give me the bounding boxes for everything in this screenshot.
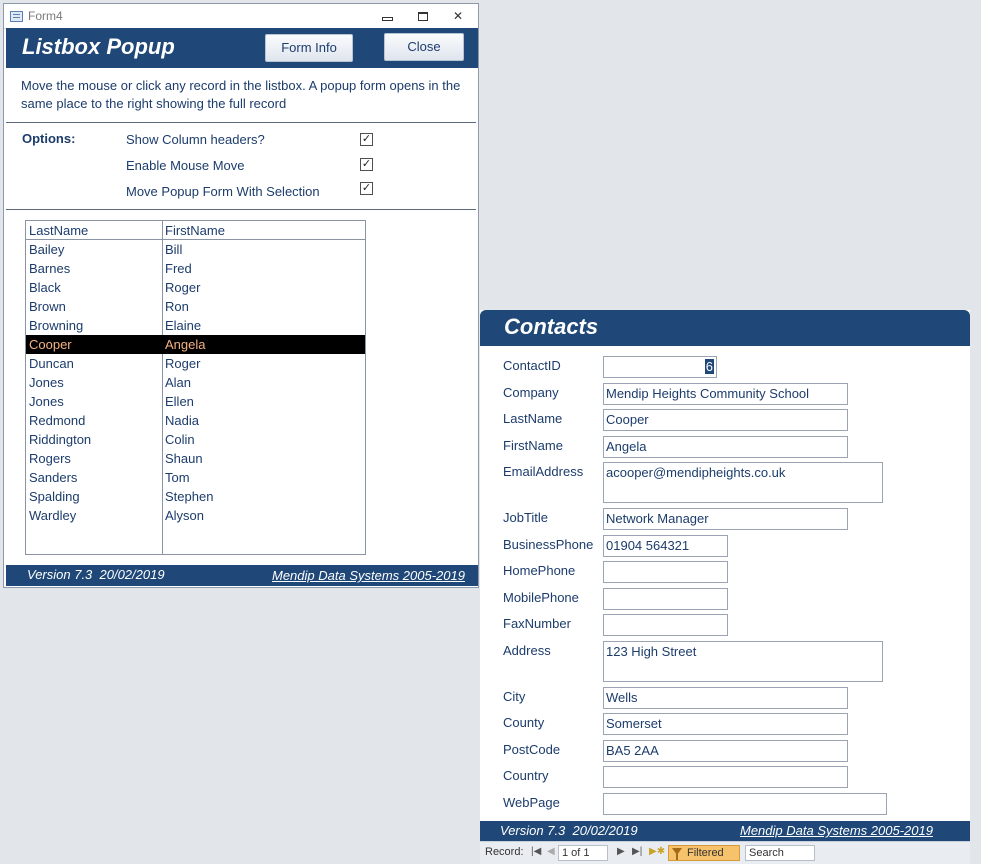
firstname-cell: Nadia xyxy=(165,413,199,428)
lastname-cell: Spalding xyxy=(29,489,80,504)
label-emailaddress: EmailAddress xyxy=(503,464,584,479)
label-webpage: WebPage xyxy=(503,795,560,810)
form-icon xyxy=(10,11,23,22)
contacts-header xyxy=(480,310,970,346)
firstname-cell: Ellen xyxy=(165,394,194,409)
maximize-icon xyxy=(418,12,428,21)
label-country: Country xyxy=(503,768,549,783)
listbox-popup-window xyxy=(3,3,479,588)
label-city: City xyxy=(503,689,526,704)
city-field[interactable]: Wells xyxy=(603,687,848,709)
lastname-cell: Jones xyxy=(29,394,64,409)
contactid-field[interactable] xyxy=(603,356,717,378)
new-record-icon: ▶✱ xyxy=(649,846,666,857)
firstname-cell: Stephen xyxy=(165,489,214,504)
company-field[interactable]: Mendip Heights Community School xyxy=(603,383,848,405)
list-item[interactable] xyxy=(26,468,365,487)
list-item[interactable] xyxy=(26,297,365,316)
close-button[interactable]: Close xyxy=(384,33,464,61)
firstname-cell: Elaine xyxy=(165,318,202,333)
homephone-field[interactable] xyxy=(603,561,728,583)
lastname-cell: Cooper xyxy=(29,337,72,352)
country-field[interactable] xyxy=(603,766,848,788)
label-lastname: LastName xyxy=(503,411,563,426)
list-item[interactable] xyxy=(26,487,365,506)
label-faxnumber: FaxNumber xyxy=(503,616,571,631)
jobtitle-field[interactable]: Network Manager xyxy=(603,508,848,530)
option-move-popup-label: Move Popup Form With Selection xyxy=(126,184,320,199)
list-item[interactable] xyxy=(26,335,365,354)
list-item[interactable] xyxy=(26,354,365,373)
show-column-headers-checkbox[interactable] xyxy=(360,133,373,146)
webpage-field[interactable] xyxy=(603,793,887,815)
firstname-cell: Alyson xyxy=(165,508,205,523)
lastname-cell: Rogers xyxy=(29,451,71,466)
version-text: Version 7.3 20/02/2019 xyxy=(500,823,638,838)
record-navigation-bar xyxy=(480,841,970,864)
lastname-cell: Wardley xyxy=(29,508,77,523)
emailaddress-field[interactable]: acooper@mendipheights.co.uk xyxy=(603,462,883,503)
lastname-cell: Sanders xyxy=(29,470,78,485)
lastname-cell: Duncan xyxy=(29,356,74,371)
list-item[interactable] xyxy=(26,316,365,335)
column-header-lastname: LastName xyxy=(29,223,89,238)
next-record-icon: ▶ xyxy=(617,846,625,857)
contacts-title: Contacts xyxy=(504,314,599,339)
lastname-cell: Bailey xyxy=(29,242,65,257)
label-businessphone: BusinessPhone xyxy=(503,537,594,552)
lastname-cell: Barnes xyxy=(29,261,71,276)
lastname-cell: Jones xyxy=(29,375,64,390)
list-item[interactable] xyxy=(26,506,365,525)
firstname-field[interactable]: Angela xyxy=(603,436,848,458)
close-icon: ✕ xyxy=(452,9,464,23)
firstname-cell: Shaun xyxy=(165,451,203,466)
maximize-button[interactable] xyxy=(412,8,434,24)
filter-toggle[interactable] xyxy=(668,845,740,861)
form-footer xyxy=(6,565,478,586)
option-enable-mouse-move-label: Enable Mouse Move xyxy=(126,158,245,173)
label-address: Address xyxy=(503,643,551,658)
list-item[interactable] xyxy=(26,373,365,392)
minimize-icon xyxy=(382,17,393,21)
firstname-cell: Roger xyxy=(165,356,201,371)
firstname-cell: Alan xyxy=(165,375,192,390)
firstname-cell: Fred xyxy=(165,261,192,276)
search-field[interactable]: Search xyxy=(745,845,815,861)
list-item[interactable] xyxy=(26,449,365,468)
checkmark-icon: ✓ xyxy=(361,158,372,170)
instructions-text: Move the mouse or click any record in the listbox. A popup form opens in the same place to the right showing the full record xyxy=(21,78,461,111)
new-record-button[interactable] xyxy=(649,846,665,857)
label-company: Company xyxy=(503,385,559,400)
form-info-button[interactable]: Form Info xyxy=(265,34,353,62)
form-header xyxy=(6,28,478,68)
previous-record-icon: ◀ xyxy=(547,846,555,857)
last-record-button[interactable] xyxy=(632,846,642,857)
list-item[interactable] xyxy=(26,392,365,411)
copyright-link[interactable]: Mendip Data Systems 2005-2019 xyxy=(740,823,933,838)
label-county: County xyxy=(503,715,545,730)
filter-icon xyxy=(672,848,682,855)
version-text: Version 7.3 20/02/2019 xyxy=(27,567,165,582)
contacts-listbox[interactable] xyxy=(25,220,366,555)
firstname-cell: Colin xyxy=(165,432,195,447)
list-item[interactable] xyxy=(26,259,365,278)
checkmark-icon: ✓ xyxy=(361,133,372,145)
window-close-button[interactable] xyxy=(447,8,469,24)
firstname-cell: Bill xyxy=(165,242,183,257)
checkmark-icon: ✓ xyxy=(361,182,372,194)
option-show-column-headers-label: Show Column headers? xyxy=(126,132,265,147)
divider xyxy=(6,209,476,210)
firstname-cell: Angela xyxy=(165,337,206,352)
label-firstname: FirstName xyxy=(503,438,563,453)
list-item[interactable] xyxy=(26,240,365,259)
address-field[interactable]: 123 High Street xyxy=(603,641,883,682)
contactid-value: 6 xyxy=(705,359,713,374)
label-jobtitle: JobTitle xyxy=(503,510,549,525)
current-record-field[interactable]: 1 of 1 xyxy=(558,845,608,861)
next-record-button[interactable] xyxy=(617,846,625,857)
firstname-cell: Roger xyxy=(165,280,201,295)
divider xyxy=(6,122,476,123)
label-contactid: ContactID xyxy=(503,358,561,373)
contacts-popup-form xyxy=(480,310,970,864)
first-record-icon: |◀ xyxy=(531,846,542,857)
lastname-cell: Browning xyxy=(29,318,84,333)
window-title: Form4 xyxy=(28,9,63,23)
contacts-footer xyxy=(480,821,970,841)
label-postcode: PostCode xyxy=(503,742,561,757)
enable-mouse-move-checkbox[interactable] xyxy=(360,158,373,171)
businessphone-field[interactable]: 01904 564321 xyxy=(603,535,728,557)
list-item[interactable] xyxy=(26,430,365,449)
firstname-cell: Ron xyxy=(165,299,189,314)
filter-status: Filtered xyxy=(687,847,724,859)
form-title: Listbox Popup xyxy=(22,34,175,59)
options-label: Options: xyxy=(22,131,76,146)
last-record-icon: ▶| xyxy=(632,846,643,857)
label-homephone: HomePhone xyxy=(503,563,576,578)
label-mobilephone: MobilePhone xyxy=(503,590,579,605)
previous-record-button[interactable] xyxy=(547,846,555,857)
list-item[interactable] xyxy=(26,411,365,430)
postcode-field[interactable]: BA5 2AA xyxy=(603,740,848,762)
window-titlebar[interactable] xyxy=(4,4,478,29)
lastname-cell: Black xyxy=(29,280,61,295)
county-field[interactable]: Somerset xyxy=(603,713,848,735)
first-record-button[interactable] xyxy=(531,846,541,857)
lastname-cell: Redmond xyxy=(29,413,86,428)
minimize-button[interactable] xyxy=(376,8,398,24)
lastname-cell: Brown xyxy=(29,299,66,314)
record-label: Record: xyxy=(485,846,524,858)
lastname-cell: Riddington xyxy=(29,432,92,447)
firstname-cell: Tom xyxy=(165,470,190,485)
column-header-firstname: FirstName xyxy=(165,223,225,238)
move-popup-checkbox[interactable] xyxy=(360,182,373,195)
lastname-field[interactable]: Cooper xyxy=(603,409,848,431)
list-item[interactable] xyxy=(26,278,365,297)
copyright-link[interactable]: Mendip Data Systems 2005-2019 xyxy=(272,568,465,583)
mobilephone-field[interactable] xyxy=(603,588,728,610)
faxnumber-field[interactable] xyxy=(603,614,728,636)
